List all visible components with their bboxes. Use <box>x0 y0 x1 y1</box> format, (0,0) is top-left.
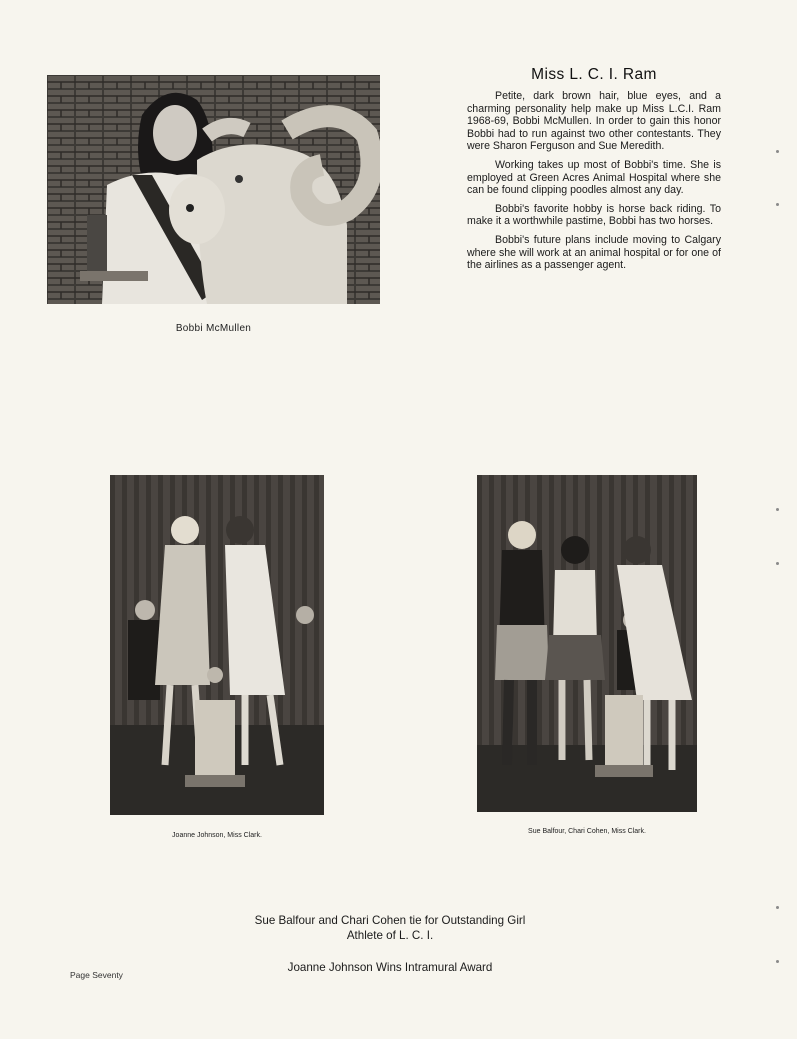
photo-bobbi-mcmullen <box>47 75 380 304</box>
article-miss-lci-ram <box>467 66 721 278</box>
page-number: Page Seventy <box>70 970 123 980</box>
headline-outstanding-girl: Sue Balfour and Chari Cohen tie for Outstanding Girl <box>254 914 526 927</box>
article-paragraph: Working takes up most of Bobbi's time. She is employed at Green Acres Animal Hospital where she can be found clipping poodles almost any day. <box>467 158 721 197</box>
photo-caption-bobbi: Bobbi McMullen <box>175 323 252 334</box>
article-paragraph: Petite, dark brown hair, blue eyes, and a charming personality help make up Miss L.C.I. Ram 1968-69, Bobbi McMullen. In order to gain this honor Bobbi had to run against two other contestants. They were Sharon Ferguson and Sue Meredith. <box>467 90 721 153</box>
headline-intramural-award: Joanne Johnson Wins Intramural Award <box>287 961 493 974</box>
photo-joanne-johnson <box>110 475 324 815</box>
article-paragraph: Bobbi's future plans include moving to Calgary where she will work at an animal hospital or for one of the airlines as a passenger agent. <box>467 233 721 272</box>
photo-sue-chari <box>477 475 697 812</box>
binder-hole-mark <box>776 562 779 565</box>
article-title: Miss L. C. I. Ram <box>531 66 657 83</box>
binder-hole-mark <box>776 960 779 963</box>
binder-hole-mark <box>776 508 779 511</box>
photo-caption-sue-chari: Sue Balfour, Chari Cohen, Miss Clark. <box>528 828 646 835</box>
binder-hole-mark <box>776 906 779 909</box>
headline-athlete: Athlete of L. C. I. <box>346 929 434 942</box>
binder-hole-mark <box>776 150 779 153</box>
binder-hole-mark <box>776 203 779 206</box>
photo-caption-joanne: Joanne Johnson, Miss Clark. <box>172 832 262 839</box>
article-paragraph: Bobbi's favorite hobby is horse back riding. To make it a worthwhile pastime, Bobbi has two horses. <box>467 202 721 228</box>
